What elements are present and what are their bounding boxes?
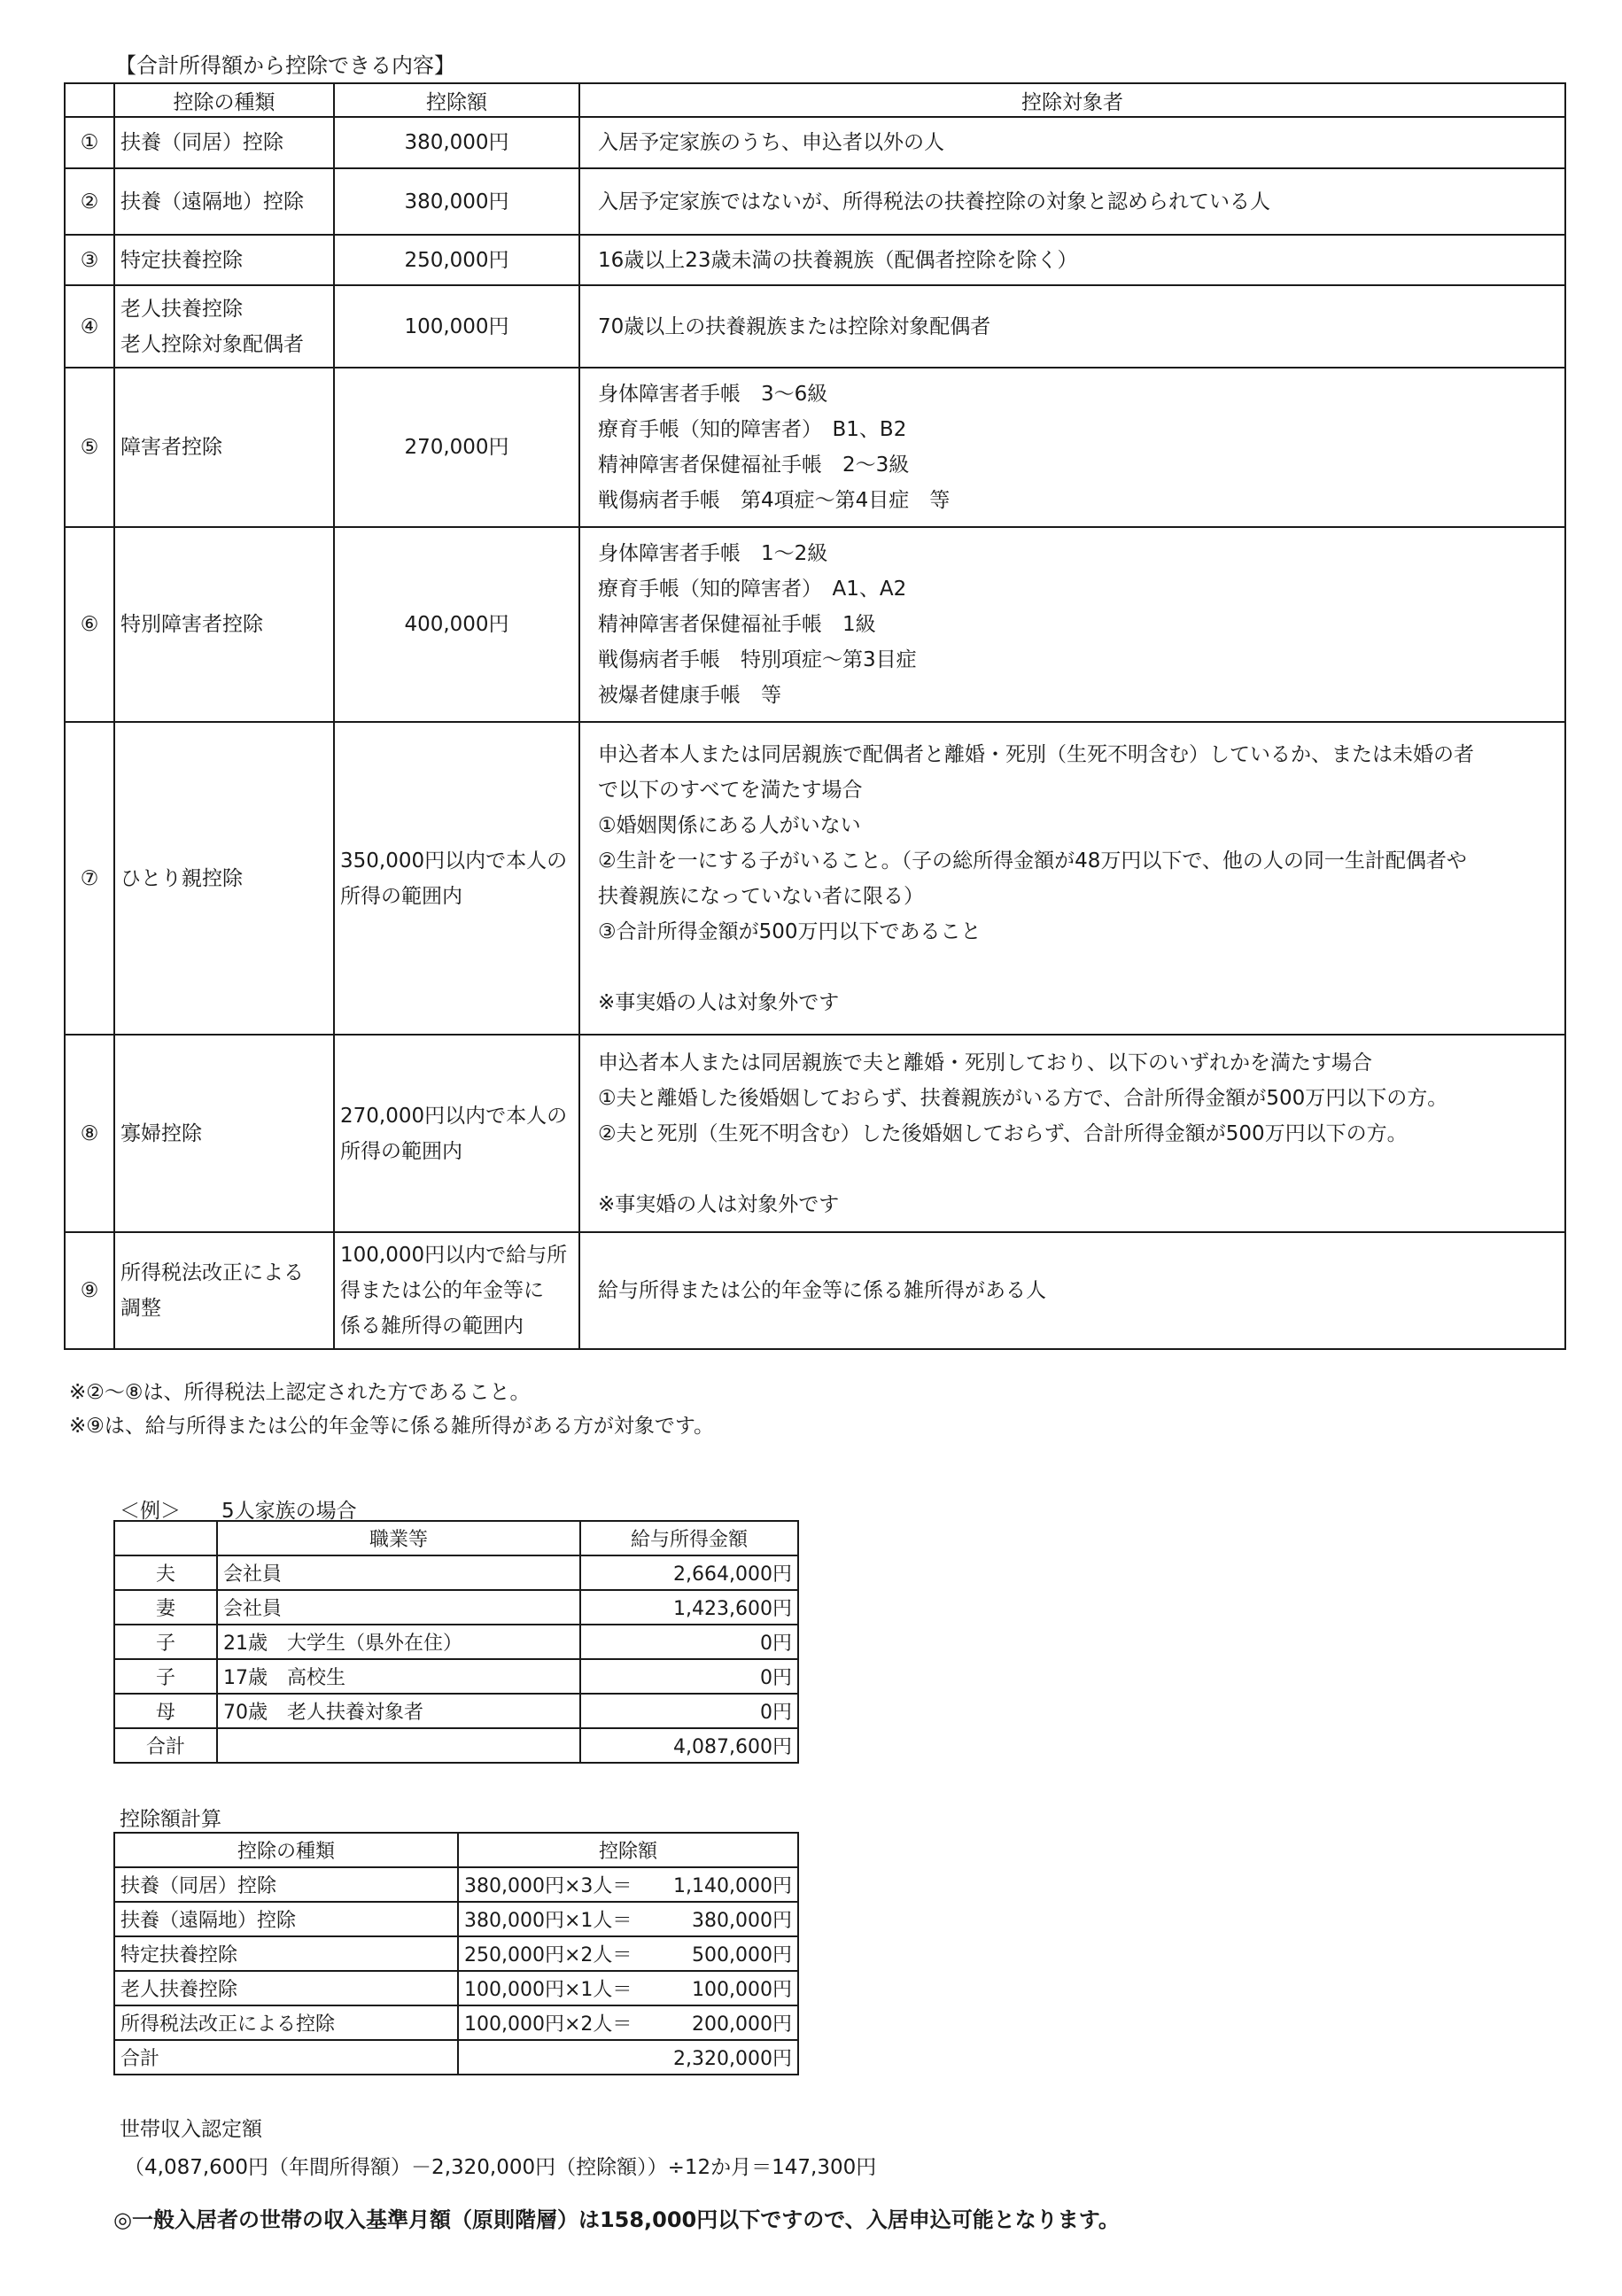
text-line: 270,000円以内で本人の bbox=[340, 1104, 568, 1128]
text-line: ※事実婚の人は対象外です bbox=[598, 1192, 840, 1216]
job-cell: 17歳 高校生 bbox=[217, 1659, 580, 1694]
text-line: 戦傷病者手帳 特別項症～第3目症 bbox=[598, 648, 917, 671]
calc-formula: 380,000円×1人＝ bbox=[464, 1910, 633, 1932]
header-cell: 控除の種類 bbox=[114, 83, 334, 117]
row-number: ⑥ bbox=[65, 527, 114, 722]
calc-type-cell: 扶養（遠隔地）控除 bbox=[114, 1902, 458, 1936]
text-line: 調整 bbox=[120, 1297, 161, 1320]
page-title: 【合計所得額から控除できる内容】 bbox=[115, 53, 455, 78]
job-cell: 70歳 老人扶養対象者 bbox=[217, 1694, 580, 1728]
text-line: 身体障害者手帳 1～2級 bbox=[598, 542, 828, 565]
deduction-amount bbox=[334, 722, 579, 1035]
table-row bbox=[114, 1971, 798, 2005]
calc-amount bbox=[464, 2044, 792, 2071]
text-line: ③合計所得金額が500万円以下であること bbox=[598, 919, 982, 943]
header-cell: 控除額 bbox=[458, 1833, 798, 1867]
text-line: 精神障害者保健福祉手帳 2～3級 bbox=[598, 454, 910, 477]
note-line: ※⑨は、給与所得または公的年金等に係る雑所得がある方が対象です。 bbox=[69, 1415, 715, 1438]
deduction-target bbox=[579, 527, 1565, 722]
text-line: 350,000円以内で本人の bbox=[340, 849, 568, 873]
text-line: 所得税法改正による bbox=[120, 1261, 304, 1284]
income-cell: 1,423,600円 bbox=[580, 1590, 798, 1625]
calc-type-cell: 老人扶養控除 bbox=[114, 1971, 458, 2005]
job-cell: 会社員 bbox=[217, 1555, 580, 1590]
income-cell: 0円 bbox=[580, 1625, 798, 1659]
text-line: 特別障害者控除 bbox=[120, 613, 263, 636]
table-row bbox=[114, 2005, 798, 2040]
income-cell: 0円 bbox=[580, 1694, 798, 1728]
calc-amount-cell bbox=[458, 1867, 798, 1902]
calc-total: 1,140,000円 bbox=[673, 1875, 792, 1897]
table-row bbox=[65, 117, 1565, 168]
text-line: ②生計を一にする子がいること。（子の総所得金額が48万円以下で、他の人の同一生計配偶者や bbox=[598, 849, 1467, 873]
text-line: 身体障害者手帳 3～6級 bbox=[598, 383, 828, 406]
income-title: 世帯収入認定額 bbox=[120, 2118, 262, 2141]
relation-cell: 子 bbox=[114, 1659, 217, 1694]
table-row bbox=[114, 1555, 798, 1590]
text-line: 障害者控除 bbox=[120, 436, 222, 459]
calc-type-cell: 扶養（同居）控除 bbox=[114, 1867, 458, 1902]
calc-amount bbox=[464, 1974, 792, 2002]
table-row bbox=[114, 2040, 798, 2075]
text-line: 給与所得または公的年金等に係る雑所得がある人 bbox=[598, 1279, 1046, 1302]
relation-cell: 妻 bbox=[114, 1590, 217, 1625]
row-number: ③ bbox=[65, 235, 114, 285]
row-number: ⑧ bbox=[65, 1035, 114, 1232]
deduction-type bbox=[114, 285, 334, 368]
deduction-type bbox=[114, 527, 334, 722]
table-row bbox=[65, 368, 1565, 527]
text-line: 入居予定家族のうち、申込者以外の人 bbox=[598, 131, 944, 154]
deduction-type bbox=[114, 117, 334, 168]
row-number: ① bbox=[65, 117, 114, 168]
calc-total: 380,000円 bbox=[692, 1910, 792, 1932]
deduction-type bbox=[114, 722, 334, 1035]
text-line: 380,000円 bbox=[404, 131, 509, 154]
deduction-amount bbox=[334, 1232, 579, 1349]
table-row bbox=[65, 285, 1565, 368]
text-line: 特定扶養控除 bbox=[120, 248, 243, 272]
income-cell: 4,087,600円 bbox=[580, 1728, 798, 1763]
relation-cell: 合計 bbox=[114, 1728, 217, 1763]
example-title: ＜例＞ 5人家族の場合 bbox=[120, 1500, 357, 1523]
table-row bbox=[114, 1590, 798, 1625]
family-income-table bbox=[113, 1520, 799, 1764]
text-line: 申込者本人または同居親族で配偶者と離婚・死別（生死不明含む）しているか、または未婚の者 bbox=[598, 742, 1474, 766]
text-line: 70歳以上の扶養親族または控除対象配偶者 bbox=[598, 314, 991, 338]
text-line: で以下のすべてを満たす場合 bbox=[598, 778, 863, 802]
job-cell: 会社員 bbox=[217, 1590, 580, 1625]
text-line: 380,000円 bbox=[404, 190, 509, 213]
text-line: 16歳以上23歳未満の扶養親族（配偶者控除を除く） bbox=[598, 248, 1078, 272]
income-cell: 0円 bbox=[580, 1659, 798, 1694]
text-line: ①婚姻関係にある人がいない bbox=[598, 813, 861, 837]
calc-formula: 100,000円×1人＝ bbox=[464, 1979, 633, 2001]
text-line: 得または公的年金等に bbox=[340, 1279, 544, 1302]
table-row bbox=[114, 1728, 798, 1763]
row-number: ⑦ bbox=[65, 722, 114, 1035]
calc-formula: 250,000円×2人＝ bbox=[464, 1944, 633, 1966]
text-line: ①夫と離婚した後婚姻しておらず、扶養親族がいる方で、合計所得金額が500万円以下の方。 bbox=[598, 1086, 1448, 1110]
calc-title: 控除額計算 bbox=[120, 1808, 221, 1831]
deduction-target bbox=[579, 235, 1565, 285]
calc-amount-cell bbox=[458, 2005, 798, 2040]
table-row bbox=[114, 1659, 798, 1694]
text-line: 療育手帳（知的障害者） A1、A2 bbox=[598, 578, 907, 601]
deduction-amount bbox=[334, 168, 579, 235]
text-line: 老人控除対象配偶者 bbox=[120, 332, 304, 356]
text-line: 扶養（遠隔地）控除 bbox=[120, 190, 304, 213]
text-line: 戦傷病者手帳 第4項症～第4目症 等 bbox=[598, 489, 951, 512]
text-line: 270,000円 bbox=[404, 436, 509, 459]
calc-total: 100,000円 bbox=[692, 1979, 792, 2001]
calc-amount bbox=[464, 1940, 792, 1967]
text-line: 100,000円 bbox=[404, 314, 509, 338]
text-line: 老人扶養控除 bbox=[120, 297, 243, 321]
header-cell: 職業等 bbox=[217, 1521, 580, 1555]
header-cell: 控除対象者 bbox=[579, 83, 1565, 117]
text-line: 被爆者健康手帳 等 bbox=[598, 684, 781, 707]
text-line: 250,000円 bbox=[404, 248, 509, 272]
calc-formula: 100,000円×2人＝ bbox=[464, 2013, 633, 2036]
table-row bbox=[65, 235, 1565, 285]
header-cell: 控除額 bbox=[334, 83, 579, 117]
table-row bbox=[65, 168, 1565, 235]
calc-amount bbox=[464, 2009, 792, 2036]
deduction-amount bbox=[334, 527, 579, 722]
text-line: ※事実婚の人は対象外です bbox=[598, 990, 840, 1014]
calc-total: 2,320,000円 bbox=[673, 2048, 792, 2070]
calc-amount-cell bbox=[458, 1971, 798, 2005]
deduction-calc-table bbox=[113, 1832, 799, 2075]
text-line: 所得の範囲内 bbox=[340, 884, 462, 908]
text-line: 療育手帳（知的障害者） B1、B2 bbox=[598, 418, 907, 441]
calc-amount-cell bbox=[458, 2040, 798, 2075]
job-cell bbox=[217, 1728, 580, 1763]
calc-amount-cell bbox=[458, 1936, 798, 1971]
calc-formula: 380,000円×3人＝ bbox=[464, 1875, 633, 1897]
deduction-amount bbox=[334, 117, 579, 168]
text-line: 所得の範囲内 bbox=[340, 1139, 462, 1163]
deduction-amount bbox=[334, 368, 579, 527]
deduction-type bbox=[114, 1035, 334, 1232]
text-line bbox=[598, 950, 1559, 985]
income-cell: 2,664,000円 bbox=[580, 1555, 798, 1590]
deduction-target bbox=[579, 285, 1565, 368]
relation-cell: 母 bbox=[114, 1694, 217, 1728]
deduction-amount bbox=[334, 235, 579, 285]
text-line: 入居予定家族ではないが、所得税法の扶養控除の対象と認められている人 bbox=[598, 190, 1270, 213]
row-number: ⑨ bbox=[65, 1232, 114, 1349]
job-cell: 21歳 大学生（県外在住） bbox=[217, 1625, 580, 1659]
deduction-type bbox=[114, 235, 334, 285]
header-cell bbox=[65, 83, 114, 117]
deduction-type bbox=[114, 368, 334, 527]
note-line: ※②～⑧は、所得税法上認定された方であること。 bbox=[69, 1381, 531, 1404]
text-line bbox=[598, 1152, 1559, 1187]
deduction-amount bbox=[334, 285, 579, 368]
notes bbox=[69, 1376, 714, 1443]
row-number: ④ bbox=[65, 285, 114, 368]
table-row bbox=[114, 1625, 798, 1659]
deduction-amount bbox=[334, 1035, 579, 1232]
text-line: 係る雑所得の範囲内 bbox=[340, 1315, 524, 1338]
relation-cell: 子 bbox=[114, 1625, 217, 1659]
header-cell: 給与所得金額 bbox=[580, 1521, 798, 1555]
table-row bbox=[65, 1035, 1565, 1232]
deduction-target bbox=[579, 722, 1565, 1035]
calc-amount-cell bbox=[458, 1902, 798, 1936]
calc-type-cell: 合計 bbox=[114, 2040, 458, 2075]
text-line: 400,000円 bbox=[404, 613, 509, 636]
deduction-target bbox=[579, 1232, 1565, 1349]
calc-type-cell: 所得税法改正による控除 bbox=[114, 2005, 458, 2040]
calc-total: 500,000円 bbox=[692, 1944, 792, 1966]
relation-cell: 夫 bbox=[114, 1555, 217, 1590]
text-line: ひとり親控除 bbox=[120, 866, 243, 890]
deduction-type bbox=[114, 1232, 334, 1349]
deduction-table bbox=[64, 82, 1566, 1350]
text-line: 申込者本人または同居親族で夫と離婚・死別しており、以下のいずれかを満たす場合 bbox=[598, 1051, 1372, 1074]
deduction-target bbox=[579, 117, 1565, 168]
table-row bbox=[114, 1694, 798, 1728]
calc-total: 200,000円 bbox=[692, 2013, 792, 2036]
text-line: 精神障害者保健福祉手帳 1級 bbox=[598, 613, 876, 636]
table-row bbox=[65, 1232, 1565, 1349]
text-line: 扶養（同居）控除 bbox=[120, 131, 283, 154]
income-formula: （4,087,600円（年間所得額）－2,320,000円（控除額））÷12か月＝147,300円 bbox=[124, 2156, 877, 2179]
table-row bbox=[114, 1936, 798, 1971]
row-number: ⑤ bbox=[65, 368, 114, 527]
deduction-target bbox=[579, 368, 1565, 527]
table-row bbox=[65, 722, 1565, 1035]
text-line: ②夫と死別（生死不明含む）した後婚姻しておらず、合計所得金額が500万円以下の方。 bbox=[598, 1121, 1408, 1145]
calc-amount bbox=[464, 1905, 792, 1933]
calc-type-cell: 特定扶養控除 bbox=[114, 1936, 458, 1971]
row-number: ② bbox=[65, 168, 114, 235]
header-cell bbox=[114, 1521, 217, 1555]
header-cell: 控除の種類 bbox=[114, 1833, 458, 1867]
conclusion-text: ◎一般入居者の世帯の収入基準月額（原則階層）は158,000円以下ですので、入居申込可能となります。 bbox=[113, 2207, 1120, 2232]
deduction-type bbox=[114, 168, 334, 235]
deduction-target bbox=[579, 168, 1565, 235]
table-row bbox=[114, 1867, 798, 1902]
deduction-target bbox=[579, 1035, 1565, 1232]
table-row bbox=[65, 527, 1565, 722]
text-line: 100,000円以内で給与所 bbox=[340, 1244, 568, 1267]
text-line: 扶養親族になっていない者に限る） bbox=[598, 884, 924, 908]
text-line: 寡婦控除 bbox=[120, 1121, 202, 1145]
table-row bbox=[114, 1902, 798, 1936]
calc-amount bbox=[464, 1871, 792, 1898]
